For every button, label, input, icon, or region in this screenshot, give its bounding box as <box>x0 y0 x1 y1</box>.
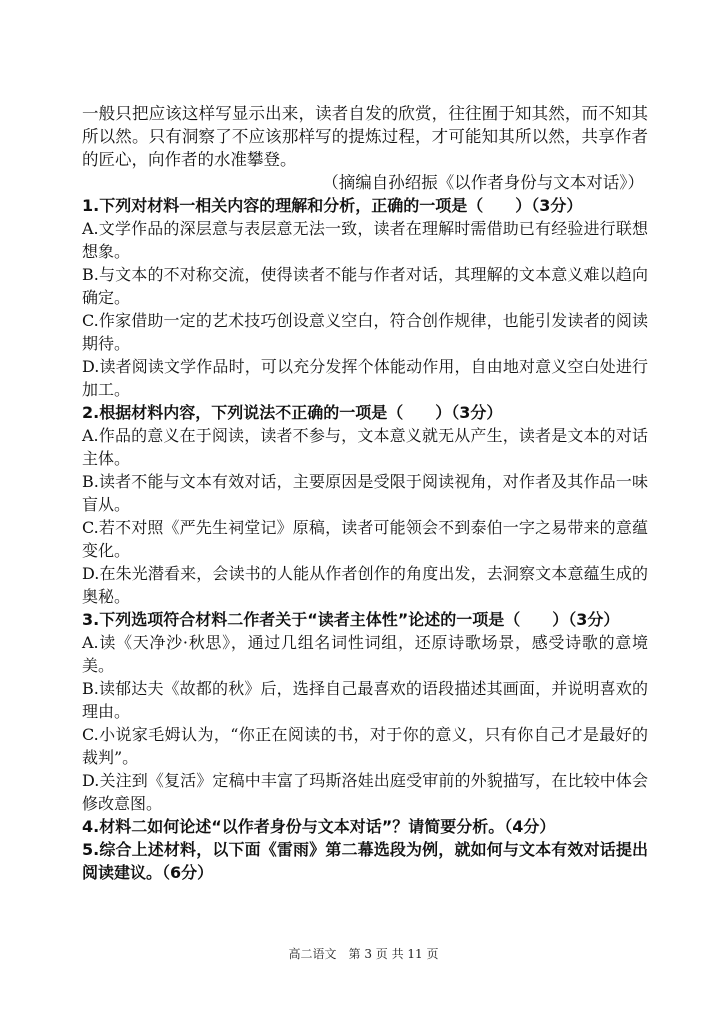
page-content <box>82 102 648 884</box>
option-c: C.作家借助一定的艺术技巧创设意义空白，符合创作规律，也能引发读者的阅读期待。 <box>82 311 648 353</box>
question-5 <box>82 838 648 884</box>
option-c: C.小说家毛姆认为，“你正在阅读的书，对于你的意义，只有你自己才是最好的裁判”。 <box>82 725 648 767</box>
question-stem: 4.材料二如何论述“以作者身份与文本对话”？请简要分析。（4分） <box>82 817 556 836</box>
question-4 <box>82 815 648 838</box>
option-a: A.作品的意义在于阅读，读者不参与，文本意义就无从产生，读者是文本的对话主体。 <box>82 426 648 468</box>
option-d: D.读者阅读文学作品时，可以充分发挥个体能动作用，自由地对意义空白处进行加工。 <box>82 357 648 399</box>
option-d: D.关注到《复活》定稿中丰富了玛斯洛娃出庭受审前的外貌描写，在比较中体会修改意图。 <box>82 771 648 813</box>
page-footer: 高二语文 第 3 页 共 11 页 <box>288 947 439 961</box>
option-a: A.文学作品的深层意与表层意无法一致，读者在理解时需借助已有经验进行联想想象。 <box>82 219 648 261</box>
question-stem: 2.根据材料内容，下列说法不正确的一项是（ ）（3分） <box>82 403 503 422</box>
passage-source: （摘编自孙绍振《以作者身份与文本对话》） <box>322 173 644 192</box>
question-stem: 1.下列对材料一相关内容的理解和分析，正确的一项是（ ）（3分） <box>82 196 583 215</box>
passage-paragraph: 一般只把应该这样写显示出来，读者自发的欣赏，往往囿于知其然，而不知其所以然。只有洞察了不应该那样写的提炼过程，才可能知其所以然，共享作者的匠心，向作者的水准攀登。 <box>82 104 648 169</box>
option-b: B.读者不能与文本有效对话，主要原因是受限于阅读视角，对作者及其作品一味盲从。 <box>82 472 648 514</box>
question-3 <box>82 608 648 815</box>
option-c: C.若不对照《严先生祠堂记》原稿，读者可能领会不到泰伯一字之易带来的意蕴变化。 <box>82 518 648 560</box>
question-1 <box>82 194 648 401</box>
option-b: B.与文本的不对称交流，使得读者不能与作者对话，其理解的文本意义难以趋向确定。 <box>82 265 648 307</box>
question-stem: 3.下列选项符合材料二作者关于“读者主体性”论述的一项是（ ）（3分） <box>82 610 620 629</box>
question-2 <box>82 401 648 608</box>
option-b: B.读郁达夫《故都的秋》后，选择自己最喜欢的语段描述其画面，并说明喜欢的理由。 <box>82 679 648 721</box>
option-a: A.读《天净沙·秋思》，通过几组名词性词组，还原诗歌场景，感受诗歌的意境美。 <box>82 633 648 675</box>
option-d: D.在朱光潜看来，会读书的人能从作者创作的角度出发，去洞察文本意蕴生成的奥秘。 <box>82 564 648 606</box>
question-stem: 5.综合上述材料，以下面《雷雨》第二幕选段为例，就如何与文本有效对话提出阅读建议。（6分） <box>82 840 648 882</box>
